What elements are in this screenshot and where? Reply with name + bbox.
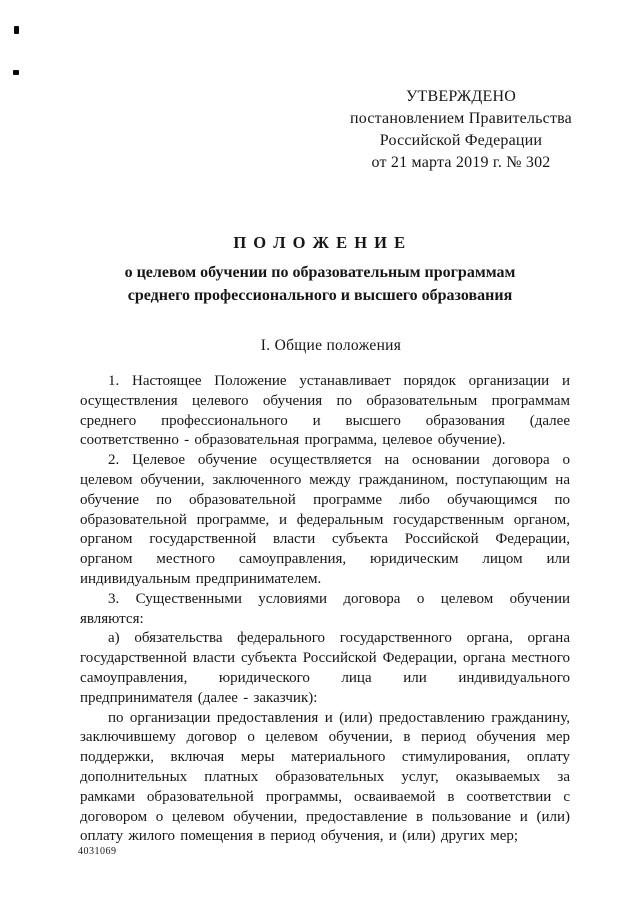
paragraph: по организации предоставления и (или) предоставлению гражданину, заключившему договор о целевом обучении, в период обучения мер поддержки, включая меры материального стимулирования, оплату дополнительных платных образовательных услуг, оказываемых за рамками образовательной программы, осваиваемой в соответствии с договором о целевом обучении, предоставление в пользование и (или) оплату жилого помещения в период обучения, и (или) других мер; [80, 709, 570, 845]
scan-registration-mark [13, 70, 19, 75]
approval-authority-line: постановлением Правительства [350, 110, 572, 127]
approval-status-line: УТВЕРЖДЕНО [405, 88, 516, 105]
paragraph: 1. Настоящее Положение устанавливает порядок организации и осуществления целевого обучения по образовательным программам среднего профессионального и высшего образования (далее соответственно - образовательная программа, целевое обучение). [80, 373, 570, 449]
scan-registration-mark [14, 26, 19, 34]
document-code: 4031069 [78, 846, 117, 857]
title-block [0, 233, 640, 307]
approval-date-number-line: от 21 марта 2019 г. № 302 [371, 154, 551, 171]
document-body [80, 372, 570, 847]
approval-authority-line: Российской Федерации [379, 132, 543, 149]
approval-stamp-block [350, 86, 572, 174]
section-heading: I. Общие положения [260, 337, 402, 354]
document-subtitle-line: среднего профессионального и высшего образования [127, 287, 513, 304]
paragraph: 3. Существенными условиями договора о целевом обучении являются: [80, 590, 570, 627]
document-title: П О Л О Ж Е Н И Е [233, 233, 407, 252]
paragraph: а) обязательства федерального государственного органа, органа государственной власти субъекта Российской Федерации, органа местного самоуправления, юридического лица или индивидуального предпринимателя (далее - заказчик): [80, 630, 570, 706]
paragraph: 2. Целевое обучение осуществляется на основании договора о целевом обучении, заключенного между гражданином, поступающим на обучение по образовательной программе либо обучающимся по образовательной программе, и федеральным государственным органом, органом государственной власти субъекта Российской Федерации, органом местного самоуправления, юридическим лицом или индивидуальным предпринимателем. [80, 452, 570, 587]
document-subtitle-line: о целевом обучении по образовательным программам [124, 264, 516, 281]
